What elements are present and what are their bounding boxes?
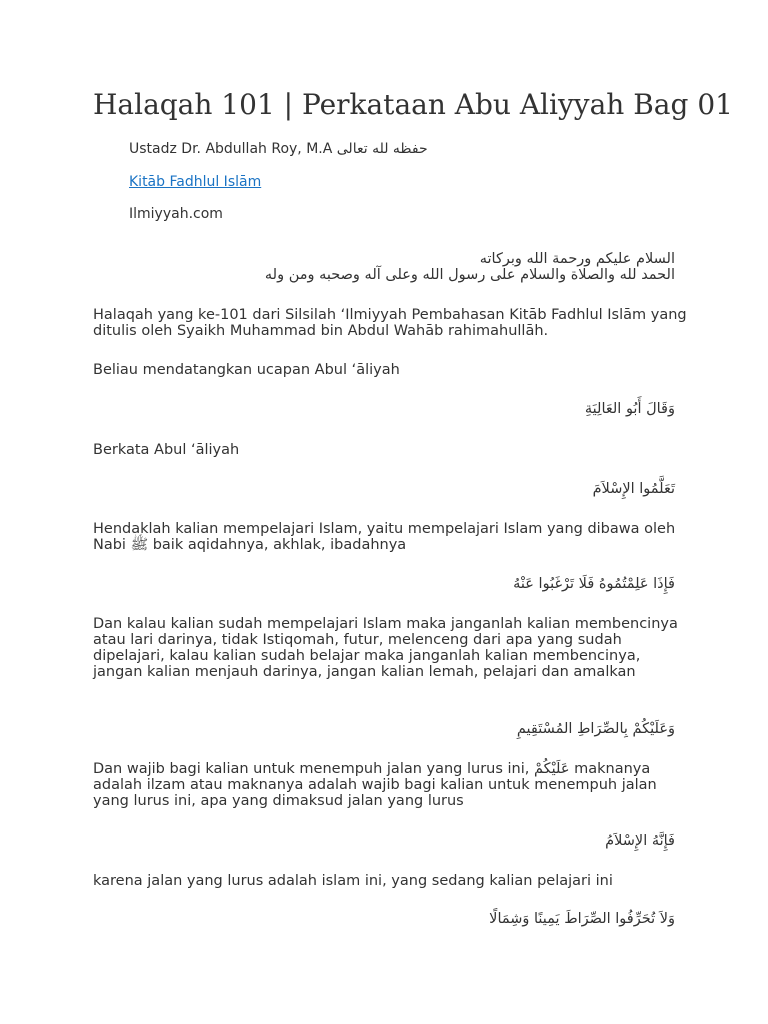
book-link[interactable]: Kitāb Fadhlul Islām: [129, 174, 262, 190]
arabic-quote-alimtumuhu: فَإِذَا عَلِمْتُمُوهُ فَلَا تَرْغَبُوا عَنْهُ: [513, 576, 675, 592]
author-line: Ustadz Dr. Abdullah Roy, M.A حفظه لله تعالى: [129, 141, 428, 157]
page-title: Halaqah 101 | Perkataan Abu Aliyyah Bag 01: [93, 88, 733, 121]
arabic-greeting-hamdalah: الحمد لله والصلاة والسلام على رسول الله وعلى آله وصحبه ومن وله: [264, 267, 675, 283]
paragraph-wajib: Dan wajib bagi kalian untuk menempuh jalan yang lurus ini, عَلَيْكُمْ maknanya adalah ilzam atau maknanya adalah wajib bagi kalian untuk menempuh jalan yang lurus ini, apa yang dimaksud jalan yang lurus: [93, 761, 657, 809]
arabic-quote-fainnahu: فَإِنَّهُ الإِسْلاَمُ: [605, 833, 675, 849]
paragraph-beliau: Beliau mendatangkan ucapan Abul ‘āliyah: [93, 362, 400, 378]
paragraph-hendaklah: Hendaklah kalian mempelajari Islam, yaitu mempelajari Islam yang dibawa oleh Nabi ﷺ baik aqidahnya, akhlak, ibadahnya: [93, 521, 676, 553]
site-name: Ilmiyyah.com: [129, 206, 223, 222]
book-link-line: [129, 173, 261, 191]
arabic-quote-abul-aliyah: وَقَالَ أَبُو العَالِيَةِ: [584, 401, 675, 417]
paragraph-berkata: Berkata Abul ‘āliyah: [93, 442, 240, 458]
paragraph-intro: Halaqah yang ke-101 dari Silsilah ‘Ilmiyyah Pembahasan Kitāb Fadhlul Islām yang ditulis oleh Syaikh Muhammad bin Abdul Wahāb rahimahullāh.: [93, 307, 687, 339]
arabic-quote-shirath: وَعَلَيْكُمْ بِالصِّرَاطِ المُسْتَقِيمِ: [516, 721, 675, 737]
arabic-quote-tuharrifu: وَلاَ تُحَرِّفُوا الصِّرَاطَ يَمِينًا وَشِمَالًا: [489, 911, 675, 927]
arabic-greeting-salam: السلام عليكم ورحمة الله وبركاته: [479, 251, 675, 267]
paragraph-kalau: Dan kalau kalian sudah mempelajari Islam maka janganlah kalian membencinya atau lari darinya, tidak Istiqomah, futur, melenceng dari apa yang sudah dipelajari, kalau kalian sudah belajar maka janganlah kalian membencinya, jangan kalian menjauh darinya, jangan kalian lemah, pelajari dan amalkan: [93, 616, 678, 680]
arabic-quote-islam: تَعَلَّمُوا الإِسْلاَمَ: [592, 481, 675, 497]
paragraph-karena: karena jalan yang lurus adalah islam ini, yang sedang kalian pelajari ini: [93, 873, 613, 889]
